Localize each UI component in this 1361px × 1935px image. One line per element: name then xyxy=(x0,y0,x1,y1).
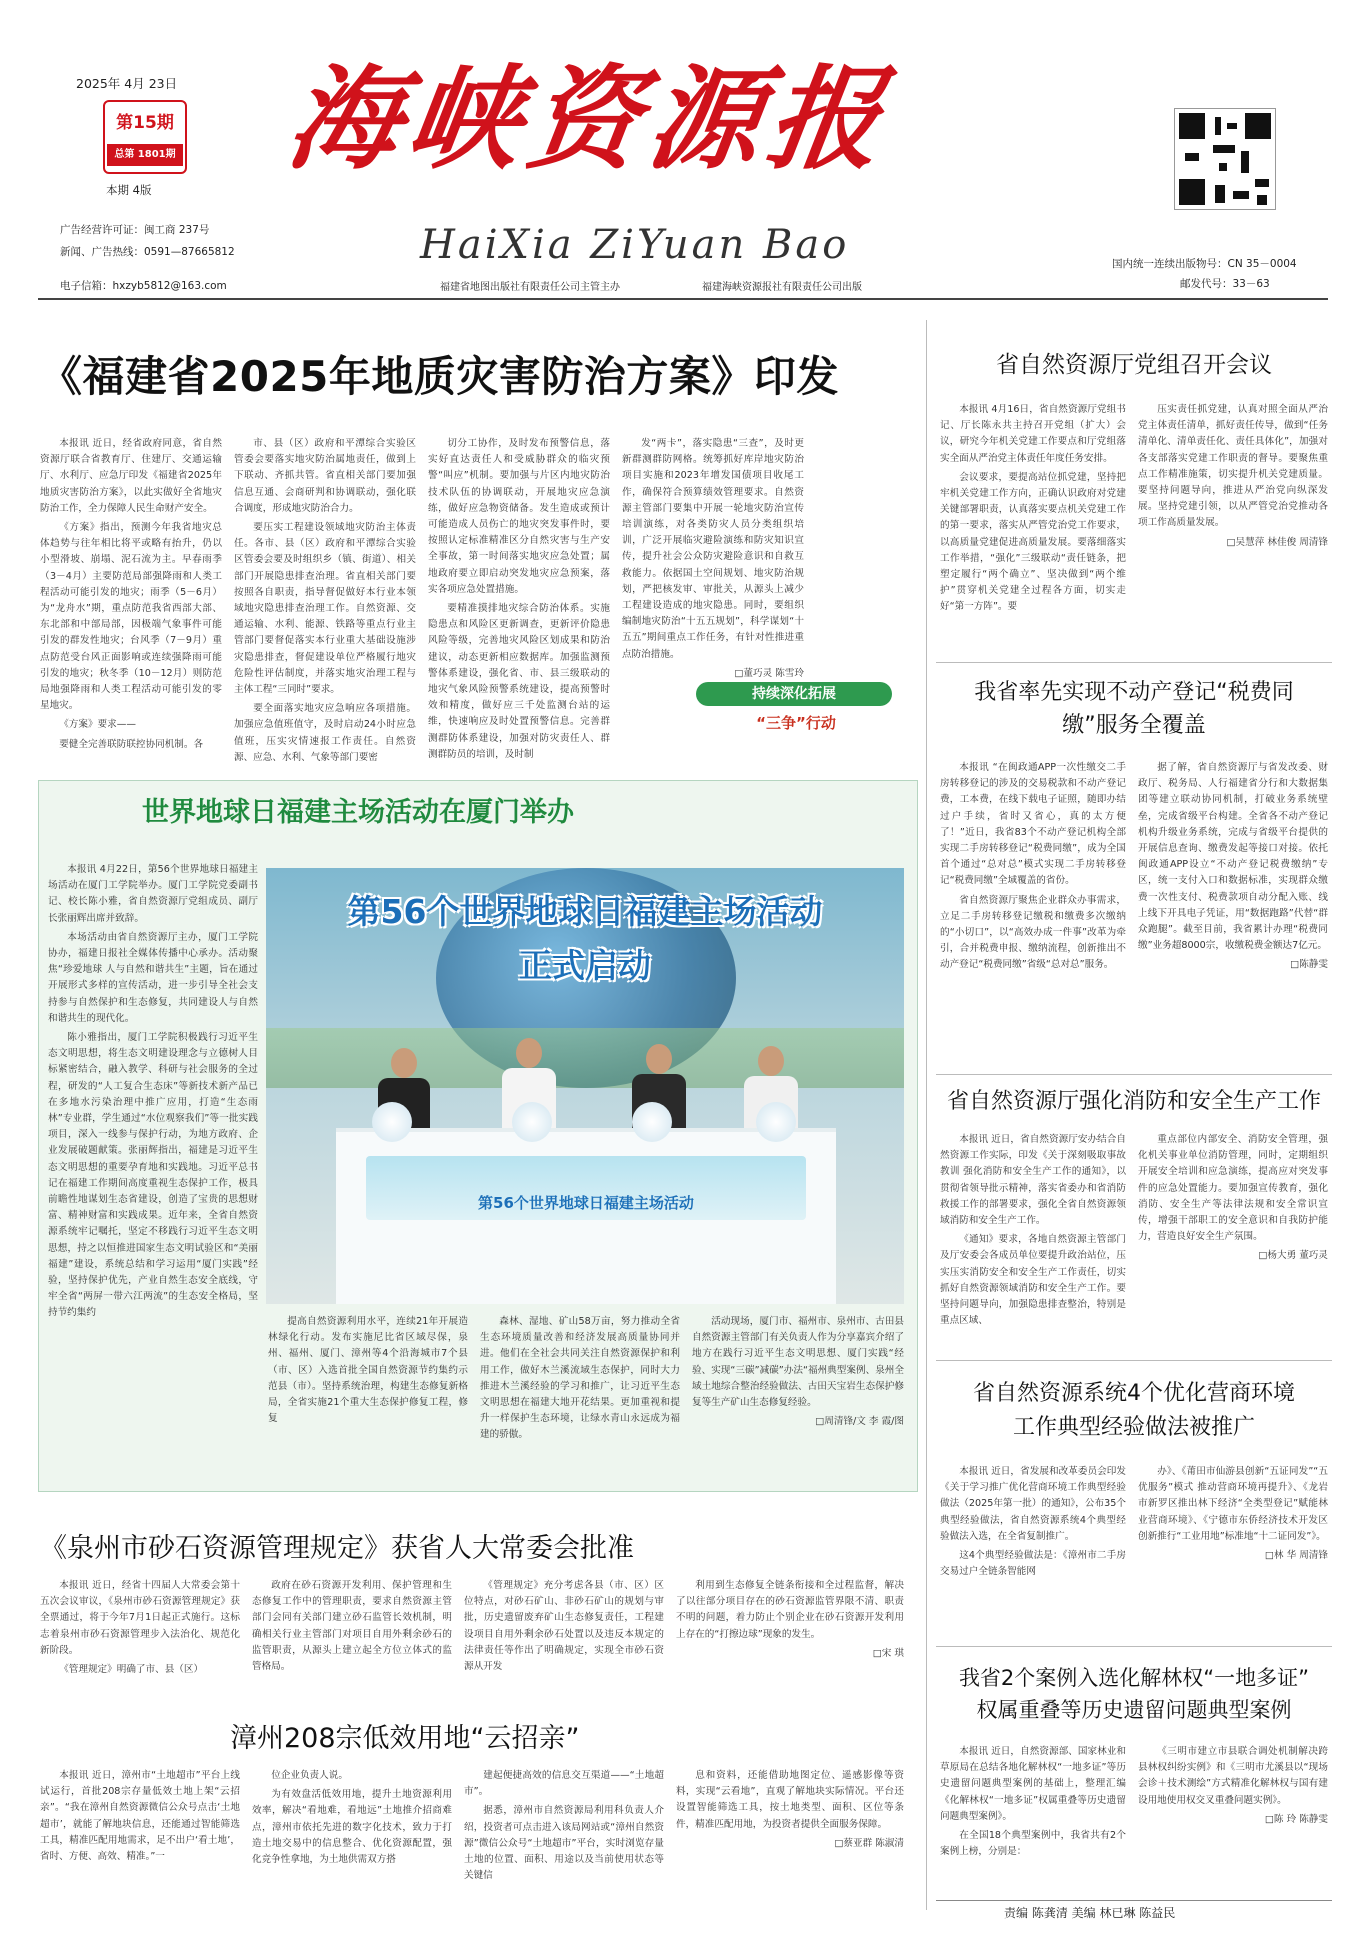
lead-col-3 xyxy=(428,436,610,774)
paragraph: 压实责任抓党建，认真对照全面从严治党主体责任清单，抓好责任传导，做到“任务清单化、清单责任化、责任具体化”，加强对各支部落实党建工作职责的督导。要聚焦重点工作精准施策，切实提升机关党建质量。要坚持问题导向，推进从严治党向纵深发展。坚持党建引领，以从严管党治党推动各项工作高质量发展。 xyxy=(1138,404,1328,529)
byline: □林 华 周清锋 xyxy=(1264,1550,1328,1562)
forest-headline-line2: 权属重叠等历史遗留问题典型案例 xyxy=(976,1698,1292,1722)
paragraph: 要精准摸排地灾综合防治体系。实施隐患点和风险区更新调查，更新评价隐患风险等级，完善地灾风险区划成果和防治建议，动态更新相应数据库。加强监测预警体系建设，强化省、市、县三级联动的地灾气象风险预警系统建设，提高预警时效和精度，做好应三千处监测台站的运维，快速响应及时处置预警信息。完善群测群防体系建设，加强对防灾责任人、群测群防员的培训，及时制 xyxy=(428,603,610,760)
newspaper-title: 海峡资源报 xyxy=(279,54,898,185)
masthead-divider xyxy=(38,298,1328,300)
quanzhou-col-3 xyxy=(464,1578,664,1684)
lead-col-1 xyxy=(40,436,222,774)
paragraph: 政府在砂石资源开发利用、保护管理和生态修复工作中的管理职责，要求自然资源主管部门会同有关部门建立砂石监管长效机制，明确相关行业主管部门对项目自用外剩余砂石的监管职责，从源头上建立起全方位立体式的监管格局。 xyxy=(252,1580,452,1673)
launch-sphere-4 xyxy=(756,1102,796,1142)
paragraph: 切分工协作，及时发布预警信息，落实好直达责任人和受威胁群众的临灾预警“叫应”机制。要加强与片区内地灾防治技术队伍的协调联动，开展地灾应急演练，做好应急物资储备。发生造成或预计可能造成人员伤亡的地灾突发事件时，要按照认定标准精准区分自然灾害与生产安全事故，第一时间落实地灾应急处置；属地政府要立即启动突发地灾应急预案，落实各项应急处置措施。 xyxy=(428,438,610,595)
paragraph: 《三明市建立市县联合调处机制解决跨县林权纠纷实例》和《三明市尤溪县以“现场会诊＋技术测绘”方式精准化解林权与国有建设用地使用权交叉重叠问题实例》。 xyxy=(1138,1746,1328,1806)
party-meeting-headline: 省自然资源厅党组召开会议 xyxy=(996,352,1272,378)
event-photo xyxy=(266,868,904,1304)
paragraph: 本报讯 “在闽政通APP一次性缴交二手房转移登记的涉及的交易税款和不动产登记费，工本费，在线下载电子证照，随即办结过户手续，省时又省心，真的太方便了！”近日，我省83个不动产登记机构全部实现二手房转移登记“税费同缴”，成为全国首个通过“总对总”模式实现二手房转移登记“税费同缴”全域覆盖的省份。 xyxy=(940,762,1126,887)
total-issue: 总第 1801期 xyxy=(107,144,183,166)
quanzhou-col-2 xyxy=(252,1578,452,1684)
page-count: 本期 4版 xyxy=(106,183,152,197)
earth-day-col-2 xyxy=(268,1314,468,1484)
paragraph: 本报讯 近日，经省十四届人大常委会第十五次会议审议，《泉州市砂石资源管理规定》获全票通过，将于今年7月1日起正式施行。这标志着泉州市砂石资源管理步入法治化、规范化新阶段。 xyxy=(40,1580,240,1656)
campaign-banner-line2: “三争”行动 xyxy=(756,714,836,732)
paragraph: 森林、湿地、矿山58万亩，努力推动全省生态环境质量改善和经济发展高质量协同并进。他们在全社会共同关注自然资源保护和利用工作，做好木兰溪流域生态保护，同时大力推进木兰溪经验的学习和推广，让习近平生态文明思想在福建大地开花结果。更加重视和提升一样保护生态环境，让绿水青山永远成为福建的骄傲。 xyxy=(480,1316,680,1441)
paragraph: 利用到生态修复全链条衔接和全过程监督，解决了以往部分项目存在的砂石资源监管界限不清、职责不明的问题，着力防止个别企业在砂石资源开发利用上存在的“打擦边球”现象的发生。 xyxy=(676,1580,904,1640)
paragraph: 陈小雅指出，厦门工学院积极践行习近平生态文明思想，将生态文明建设理念与立德树人目标紧密结合，融入教学、科研与社会服务的全过程，研发的“人工复合生态床”等新技术新产品已在多地水污染治理中推广应用，打造“生态雨林”专业群，学生通过“水位观察我们”等一批实践项目，深入一线参与保护行动，为地方政府、企业发展破题献策。张丽辉指出，福建是习近平生态文明思想的重要孕育地和实践地。习近平总书记在福建工作期间高度重视生态保护工作，极具前瞻性地谋划生态省建设，创造了宝贵的思想财富、精神财富和实践成果。近年来，全省自然资源系统牢记嘱托，坚定不移践行习近平生态文明思想，持之以恒推进国家生态文明试验区和“美丽福建”建设，系统总结和学习运用“厦门实践”经验，坚持保护优先，产业自然生态安全底线，守牢全省“两屏一带六江两流”的生态安全格局，坚持节约集约 xyxy=(48,1032,258,1319)
lead-headline: 《福建省2025年地质灾害防治方案》印发 xyxy=(40,352,839,401)
paragraph: 《管理规定》充分考虑各县（市、区）区位特点，对砂石矿山、非砂石矿山的规划与审批，历史遗留废弃矿山生态修复责任，工程建设项目自用外剩余砂石处置以及违反本规定的法律责任等作出了明确规定，实现全市砂石资源从开发 xyxy=(464,1580,664,1673)
forest-col-1 xyxy=(940,1744,1126,1898)
cn-number: 国内统一连续出版物号：CN 35－0004 xyxy=(1112,258,1297,270)
byline: □周清锋/文 李 霞/图 xyxy=(815,1416,904,1428)
issue-date: 2025年 4月 23日 xyxy=(76,76,178,91)
postal-code: 邮发代号：33－63 xyxy=(1180,278,1270,290)
safety-col-1 xyxy=(940,1132,1126,1358)
byline: □陈静雯 xyxy=(1290,959,1328,971)
lead-col-2 xyxy=(234,436,416,774)
forest-col-2 xyxy=(1138,1744,1328,1898)
paragraph: 市、县（区）政府和平潭综合实验区管委会要落实地灾防治属地责任，做到上下联动、齐抓共管。省直相关部门要加强信息互通、会商研判和协调联动，强化联合调度，形成地灾防治合力。 xyxy=(234,438,416,514)
paragraph: 会议要求，要提高站位抓党建，坚持把牢机关党建工作方向，正确认识政府对党建关键部署职责，认真落实要点机关党建工作的第一要求，落实从严管党治党工作要求，以高质量党建促进高质量发展。要落细落实工作举措，“强化”三级联动“责任链条，把塑定履行“两个确立”、坚决做到“两个维护”贯穿机关党建全过程各方面，切实走好“第一方阵”。要 xyxy=(940,471,1126,613)
lead-col-4 xyxy=(622,436,804,686)
paragraph: 要健全完善联防联控协同机制。各 xyxy=(59,738,204,750)
email: 电子信箱：hxzyb5812@163.com xyxy=(60,280,227,292)
divider-1 xyxy=(936,662,1332,663)
zhangzhou-col-4 xyxy=(676,1768,904,1904)
earth-day-col-1 xyxy=(48,862,258,1482)
launch-sphere-2 xyxy=(512,1102,552,1142)
ad-license: 广告经营许可证：闽工商 237号 xyxy=(60,224,210,236)
newspaper-pinyin: HaiXia ZiYuan Bao xyxy=(420,222,850,268)
footer-divider xyxy=(936,1900,1332,1901)
paragraph: 位企业负责人说。 xyxy=(271,1770,348,1781)
campaign-banner xyxy=(696,676,892,742)
paragraph: 重点部位内部安全、消防安全管理，强化机关事业单位消防管理，同时，定期组织开展安全培训和应急演练，提高应对突发事件的应急处置能力。要加强宣传教育，强化消防、安全生产等法律法规和安全常识宣传，增强干部职工的安全意识和自我防护能力，营造良好安全生产氛围。 xyxy=(1138,1134,1328,1243)
paragraph: 办》、《莆田市仙游县创新“五证同发”“五优服务”模式 推动营商环境再提升》、《龙岩市新罗区推出林下经济“全类型登记”赋能林业营商环境》、《宁德市东侨经济技术开发区创新推行“工业用地”标准地“十二证同发”》。 xyxy=(1138,1466,1328,1542)
podium-text: 第56个世界地球日福建主场活动 xyxy=(478,1194,694,1212)
zhangzhou-col-2 xyxy=(252,1768,452,1904)
tax-headline-text: 我省率先实现不动产登记“税费同缴”服务全覆盖 xyxy=(974,680,1294,738)
footer-editors: 责编 陈龚清 美编 林已琳 陈益民 xyxy=(1004,1906,1176,1920)
sponsor-line: 福建省地图出版社有限责任公司主管主办 xyxy=(440,282,620,293)
photo-banner-line1: 第56个世界地球日福建主场活动 xyxy=(347,892,823,931)
paragraph: 本报讯 4月16日，省自然资源厅党组书记、厅长陈永共主持召开党组（扩大）会议，研究今年机关党建工作要点和厅党组落实全面从严治党主体责任年度任务安排。 xyxy=(940,404,1126,464)
byline: □蔡亚群 陈淑清 xyxy=(834,1837,904,1849)
earth-day-col-4 xyxy=(692,1314,904,1484)
paragraph: 本场活动由省自然资源厅主办，厦门工学院协办，福建日报社全媒体传播中心承办。活动聚焦“珍爱地球 人与自然和谐共生”主题，旨在通过开展形式多样的宣传活动，进一步引导全社会支持参与自然保护和生态修复，共同建设人与自然和谐共生的现代化。 xyxy=(48,931,258,1024)
paragraph: 本报讯 近日，省自然资源厅安办结合自然资源工作实际，印发《关于深刻吸取事故教训 强化消防和安全生产工作的通知》，以贯彻省领导批示精神，落实省委办和省消防救援工作的部署要求，强化全省自然资源领域消防和安全生产工作。 xyxy=(940,1134,1126,1227)
launch-sphere-1 xyxy=(372,1102,412,1142)
paragraph: 为有效盘活低效用地，提升土地资源利用效率，解决“看地难，看地远”土地推介招商难点，漳州市依托先进的数字化技术，致力于打造土地交易中的信息整合、优化资源配置，强化竞争性拿地，为土地供需双方搭 xyxy=(252,1789,452,1866)
paragraph: 《方案》要求—— xyxy=(59,719,136,731)
tax-col-1 xyxy=(940,760,1126,1072)
paragraph: 《通知》要求，各地自然资源主管部门及厅安委会各成员单位要提升政治站位，压实压实消防安全和安全生产工作责任，切实抓好自然资源领域消防和安全生产工作。要坚持问题导向，加强隐患排查整治，特别是重点区域、 xyxy=(940,1234,1126,1327)
zhangzhou-headline: 漳州208宗低效用地“云招亲” xyxy=(230,1723,580,1754)
publisher-line: 福建海峡资源报社有限责任公司出版 xyxy=(702,282,862,293)
paragraph: 《管理规定》明确了市、县（区） xyxy=(59,1664,204,1676)
safety-headline: 省自然资源厅强化消防和安全生产工作 xyxy=(946,1089,1321,1114)
divider-2 xyxy=(936,1074,1332,1075)
issue-number: 第15期 xyxy=(116,113,174,133)
paragraph: 在全国18个典型案例中，我省共有2个案例上榜，分别是： xyxy=(940,1830,1126,1858)
byline: □宋 琪 xyxy=(872,1647,904,1659)
paragraph: 本报讯 近日，漳州市“土地超市”平台上线试运行，首批208宗存量低效土地上架“云招亲”。“我在漳州自然资源微信公众号点击‘土地超市’，就能了解地块信息，还能通过智能筛选工具，精准匹配用地需求，足不出户‘看土地’，省时、方便、高效、精准。”一 xyxy=(40,1770,240,1863)
paragraph: 《方案》指出，预测今年我省地灾总体趋势与往年相比将平或略有抬升，仍以小型滑坡、崩塌、泥石流为主。早春雨季（3－4月）主要防范局部强降雨和人类工程活动可能引发的地灾；雨季（5－6月）为“龙舟水”期，重点防范我省西部大部、东北部和中部局部，因极端气象事件可能引发的群发性地灾；台风季（7－9月）重点防范受台风正面影响或连续强降雨可能引发的地灾；秋冬季（10－12月）则防范局地强降雨和人类工程活动可能引发的零星地灾。 xyxy=(40,522,222,712)
party-meeting-col-1 xyxy=(940,402,1126,650)
paragraph: 这4个典型经验做法是：《漳州市二手房交易过户全链条智能网 xyxy=(940,1550,1126,1578)
safety-col-2 xyxy=(1138,1132,1328,1358)
earth-day-headline: 世界地球日福建主场活动在厦门举办 xyxy=(142,797,574,828)
hotline: 新闻、广告热线：0591—87665812 xyxy=(60,246,235,258)
paragraph: 要压实工程建设领域地灾防治主体责任。各市、县（区）政府和平潭综合实验区管委会要及时组织乡（镇、街道）、相关部门开展隐患排查治理。省直相关部门要按照各自职责，指导督促做好本行业本领域地灾隐患排查治理工作。自然资源、交通运输、水利、能源、铁路等重点行业主管部门要督促落实本行业重大基础设施涉灾隐患排查，督促建设单位严格履行地灾危险性评估制度，并落实地灾治理工程与主体工程“三同时”要求。 xyxy=(234,522,416,696)
launch-sphere-3 xyxy=(632,1102,672,1142)
zhangzhou-col-1 xyxy=(40,1768,240,1904)
paragraph: 本报讯 4月22日，第56个世界地球日福建主场活动在厦门工学院举办。厦门工学院党委副书记、校长陈小雅，省自然资源厅党组成员、副厅长张丽辉出席并致辞。 xyxy=(48,864,258,924)
byline: □董巧灵 陈雪玲 xyxy=(734,667,804,679)
quanzhou-headline: 《泉州市砂石资源管理规定》获省人大常委会批准 xyxy=(40,1533,634,1564)
campaign-banner-line1: 持续深化拓展 xyxy=(696,682,892,706)
earth-day-col-3 xyxy=(480,1314,680,1484)
qr-code xyxy=(1174,108,1276,210)
paragraph: 息和资料，还能借助地图定位、遥感影像等资料，实现“云看地”，直观了解地块实际情况。平台还设置智能筛选工具，按土地类型、面积、区位等条件，精准匹配用地，为投资者提供全面服务保障。 xyxy=(676,1770,904,1830)
divider-4 xyxy=(936,1646,1332,1647)
paragraph: 本报讯 近日，经省政府同意，省自然资源厅联合省教育厅、住建厅、交通运输厅、水利厅、应急厅印发《福建省2025年地质灾害防治方案》，以此实做好全省地灾防治工作，全力保障人民生命财产安全。 xyxy=(40,438,222,514)
paragraph: 本报讯 近日，省发展和改革委员会印发《关于学习推广优化营商环境工作典型经验做法（2025年第一批）的通知》，公布35个典型经验做法，省自然资源系统4个典型经验做法入选，在全省复制推广。 xyxy=(940,1466,1126,1542)
tax-headline xyxy=(936,676,1332,742)
launch-podium xyxy=(336,1128,836,1304)
business-env-col-1 xyxy=(940,1464,1126,1642)
paragraph: 本报讯 近日，自然资源部、国家林业和草原局在总结各地化解林权“一地多证”等历史遗留问题典型案例的基础上，整理汇编《化解林权“一地多证”权属重叠等历史遗留问题典型案例》。 xyxy=(940,1746,1126,1822)
paragraph: 据悉，漳州市自然资源局利用科负责人介绍，投资者可点击进入该局网站或“漳州自然资源”微信公众号“土地超市”平台，实时浏览存量土地的位置、面积、用途以及当前使用状态等关键信 xyxy=(464,1805,664,1882)
paragraph: 省自然资源厅聚焦企业群众办事需求，立足二手房转移登记缴税和缴费多次缴纳的“小切口”，以“高效办成一件事”改革为牵引，合并税费申报、缴纳流程，创新推出不动产登记“税费同缴”省级“总对总”服务。 xyxy=(940,894,1126,971)
paragraph: 活动现场，厦门市、福州市、泉州市、古田县自然资源主管部门有关负责人作为分享嘉宾介绍了地方在践行习近平生态文明思想、厦门实践“经验、实现“三碳”减碳”办法“福州典型案例、泉州全域土地综合整治经验做法、古田天宝岩生态保护修复等生产矿山生态修复经验。 xyxy=(692,1316,904,1409)
byline: □杨大勇 董巧灵 xyxy=(1258,1250,1328,1262)
zhangzhou-col-3 xyxy=(464,1768,664,1904)
party-meeting-col-2 xyxy=(1138,402,1328,650)
business-env-headline-line2: 工作典型经验做法被推广 xyxy=(1012,1415,1255,1440)
paragraph: 提高自然资源利用水平，连续21年开展造林绿化行动。发布实施尼比省区域尽保，泉州、福州、厦门、漳州等4个沿海城市7个县（市、区）入选首批全国自然资源节约集约示范县（市）。坚持系统治理，构建生态修复新格局，全省实施21个重大生态保护修复工程，修复 xyxy=(268,1316,468,1425)
quanzhou-col-4 xyxy=(676,1578,904,1684)
paragraph: 要全面落实地灾应急响应各项措施。加强应急值班值守，及时启动24小时应急值班，压实灾情速报工作责任。自然资源、应急、水利、气象等部门要密 xyxy=(234,703,416,763)
business-env-headline-line1: 省自然资源系统4个优化营商环境 xyxy=(973,1381,1295,1406)
byline: □陈 玲 陈静雯 xyxy=(1264,1813,1328,1825)
forest-headline-line1: 我省2个案例入选化解林权“一地多证” xyxy=(958,1666,1310,1690)
column-divider xyxy=(926,320,927,1910)
business-env-col-2 xyxy=(1138,1464,1328,1642)
paragraph: 据了解，省自然资源厅与省发改委、财政厅、税务局、人行福建省分行和大数据集团等建立联动协同机制，打破业务系统壁垒，完成省级平台构建。全省各不动产登记机构升级业务系统，完成与省级平台提供的开展信息查询、缴费发起等接口对接。依托闽政通APP设立“不动产登记税费缴纳”专区，统一支付入口和数据标准，实现群众缴费一次性支付、税费款项自动分配入账、线上线下开具电子凭证，用“数据跑路”代替“群众跑腿”。截至目前，我省累计办理“税费同缴”业务超8000宗，收缴税费金额达7亿元。 xyxy=(1138,762,1328,952)
byline: □吴慧萍 林佳俊 周清锋 xyxy=(1226,536,1328,548)
tax-col-2 xyxy=(1138,760,1328,1072)
photo-banner-line2: 正式启动 xyxy=(519,946,651,985)
divider-3 xyxy=(936,1360,1332,1361)
issue-badge xyxy=(103,100,187,174)
paragraph: 发“两卡”，落实隐患“三查”，及时更新群测群防网格。统筹抓好库岸地灾防治项目实施和2023年增发国债项目收尾工作，确保符合预算绩效管理要求。自然资源主管部门要集中开展一轮地灾防治宣传培训演练，对各类防灾人员分类组织培训，广泛开展临灾避险演练和防灾知识宣传，提升社会公众防灾避险意识和自救互救能力。依据国土空间规划、地灾防治规划，严把核发审、审批关，从源头上减少工程建设造成的地灾隐患。同时，要组织编制地灾防治“十五五规划”，科学谋划“十五五”期间重点工作任务，有针对性推进重点防治措施。 xyxy=(622,438,804,660)
paragraph: 建起便捷高效的信息交互渠道——“土地超市”。 xyxy=(464,1770,664,1798)
quanzhou-col-1 xyxy=(40,1578,240,1684)
